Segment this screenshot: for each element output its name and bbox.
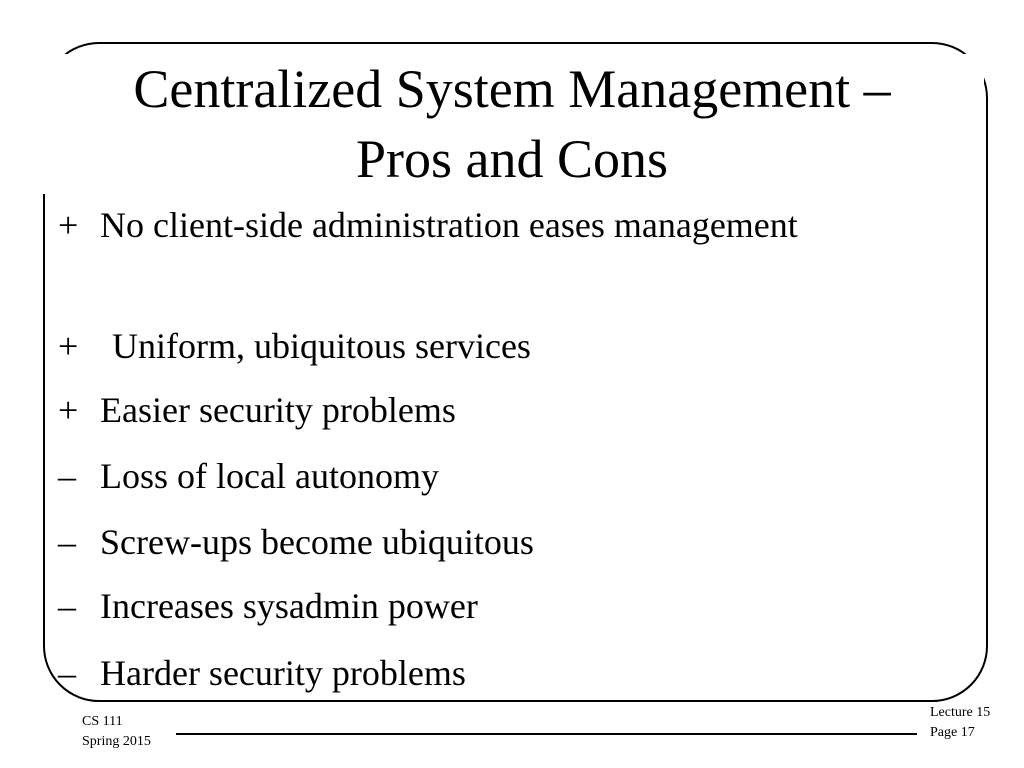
footer-divider: [176, 733, 917, 735]
footer-page-info: [930, 703, 990, 743]
lecture-label: Lecture 15: [930, 705, 991, 720]
bullet-text: Easier security problems: [100, 390, 456, 430]
title-line-2: Pros and Cons: [355, 129, 669, 189]
term-label: Spring 2015: [82, 734, 151, 749]
minus-marker: –: [58, 653, 76, 693]
bullet-item: [58, 515, 818, 570]
plus-marker: +: [58, 205, 79, 245]
footer-course-info: [82, 712, 151, 752]
bullet-text: Increases sysadmin power: [100, 586, 478, 626]
bullet-item: [58, 319, 818, 374]
minus-marker: –: [58, 522, 76, 562]
bullet-text: Harder security problems: [100, 653, 466, 693]
bullet-item: [58, 646, 818, 701]
bullet-item: [58, 449, 818, 504]
bullet-item: [58, 579, 818, 634]
bullet-text: No client-side administration eases management: [100, 205, 798, 245]
page-number-label: Page 17: [930, 725, 975, 740]
bullet-text: Uniform, ubiquitous services: [112, 326, 531, 366]
course-label: CS 111: [82, 714, 123, 729]
bullet-item: [58, 198, 818, 253]
minus-marker: –: [58, 456, 76, 496]
plus-marker: +: [58, 390, 79, 430]
title-line-1: Centralized System Management –: [133, 59, 891, 119]
plus-marker: +: [58, 326, 79, 366]
bullet-text: Loss of local autonomy: [100, 456, 439, 496]
bullet-text: Screw-ups become ubiquitous: [100, 522, 534, 562]
bullet-item: [58, 383, 818, 438]
minus-marker: –: [58, 586, 76, 626]
